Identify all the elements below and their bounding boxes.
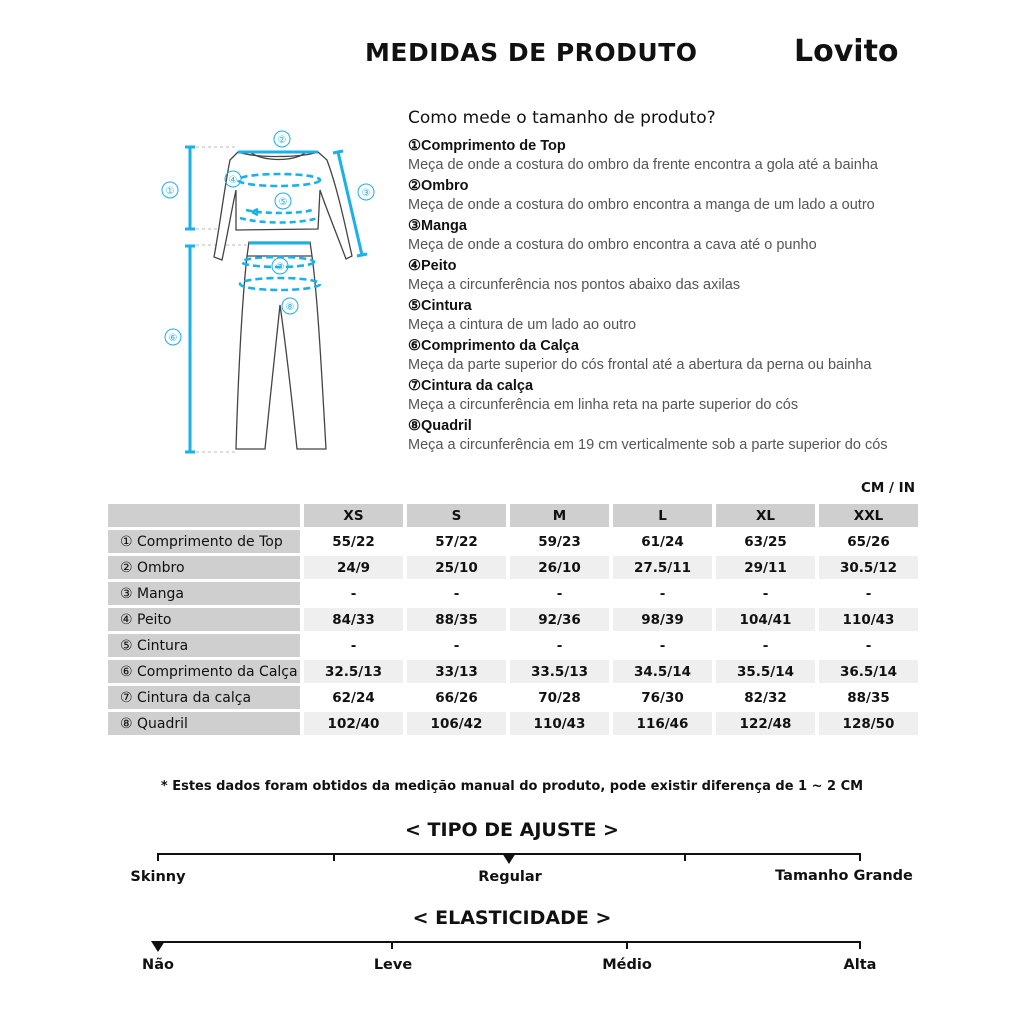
instruction-label: ⑦Cintura da calça	[408, 378, 534, 394]
fit-tick	[684, 853, 686, 861]
table-cell: 66/26	[407, 686, 506, 709]
row-label: ⑥ Comprimento da Calça	[108, 660, 300, 683]
elasticity-tick	[391, 941, 393, 949]
table-cell: 110/43	[819, 608, 918, 631]
table-cell: 104/41	[716, 608, 815, 631]
elasticity-label-nao: Não	[142, 957, 174, 973]
size-header: L	[613, 504, 712, 527]
brand-logo: Lovito	[794, 34, 899, 69]
table-cell: 98/39	[613, 608, 712, 631]
table-corner	[108, 504, 300, 527]
table-cell: -	[407, 582, 506, 605]
instruction-label: ②Ombro	[408, 178, 469, 194]
howto-question: Como mede o tamanho de produto?	[408, 108, 716, 128]
row-label: ⑧ Quadril	[108, 712, 300, 735]
table-cell: -	[716, 582, 815, 605]
table-row	[108, 686, 918, 709]
marker-1: ①	[165, 186, 175, 197]
table-cell: 61/24	[613, 530, 712, 553]
size-header: M	[510, 504, 609, 527]
elasticity-selected-marker	[151, 941, 165, 952]
size-header: XS	[304, 504, 403, 527]
table-cell: 128/50	[819, 712, 918, 735]
marker-3: ③	[361, 188, 371, 199]
row-label: ④ Peito	[108, 608, 300, 631]
table-cell: -	[819, 634, 918, 657]
table-cell: 25/10	[407, 556, 506, 579]
table-cell: -	[510, 634, 609, 657]
row-label: ① Comprimento de Top	[108, 530, 300, 553]
instruction-label: ⑥Comprimento da Calça	[408, 338, 579, 354]
table-cell: 27.5/11	[613, 556, 712, 579]
instruction-desc: Meça a circunferência em 19 cm verticalmente sob a parte superior do cós	[408, 437, 888, 453]
table-row	[108, 582, 918, 605]
table-cell: 110/43	[510, 712, 609, 735]
table-cell: -	[613, 582, 712, 605]
instruction-desc: Meça a circunferência nos pontos abaixo das axilas	[408, 277, 741, 293]
measurement-instructions	[408, 138, 1008, 458]
fit-selected-marker	[502, 853, 516, 864]
instruction-label: ⑧Quadril	[408, 418, 472, 434]
row-label: ③ Manga	[108, 582, 300, 605]
table-cell: 82/32	[716, 686, 815, 709]
table-cell: -	[304, 582, 403, 605]
marker-7: ⑦	[275, 262, 285, 273]
table-cell: 122/48	[716, 712, 815, 735]
garment-diagram	[150, 120, 390, 465]
marker-6: ⑥	[168, 333, 178, 344]
marker-5: ⑤	[278, 197, 288, 208]
table-row	[108, 556, 918, 579]
instruction-desc: Meça de onde a costura do ombro da frente encontra a gola até a bainha	[408, 157, 878, 173]
size-header: S	[407, 504, 506, 527]
table-cell: 30.5/12	[819, 556, 918, 579]
table-cell: 33/13	[407, 660, 506, 683]
measurement-note: * Estes dados foram obtidos da medição manual do produto, pode existir diferença de 1 ~ 2 CM	[160, 779, 864, 794]
elasticity-tick	[626, 941, 628, 949]
table-row	[108, 530, 918, 553]
instruction-label: ③Manga	[408, 218, 467, 234]
table-cell: 57/22	[407, 530, 506, 553]
size-table	[104, 501, 922, 738]
table-cell: -	[510, 582, 609, 605]
unit-label: CM / IN	[861, 480, 915, 496]
marker-4: ④	[228, 175, 238, 186]
fit-label-large: Tamanho Grande	[775, 868, 913, 884]
instruction-desc: Meça da parte superior do cós frontal até a abertura da perna ou bainha	[408, 357, 872, 373]
table-cell: 65/26	[819, 530, 918, 553]
elasticity-label-alta: Alta	[843, 957, 877, 973]
elasticity-label-leve: Leve	[373, 957, 413, 973]
table-header-row	[108, 504, 918, 527]
size-header: XL	[716, 504, 815, 527]
fit-tick	[333, 853, 335, 861]
table-cell: 36.5/14	[819, 660, 918, 683]
table-cell: 35.5/14	[716, 660, 815, 683]
instruction-label: ④Peito	[408, 258, 457, 274]
elasticity-tick	[859, 941, 861, 949]
table-row	[108, 660, 918, 683]
table-row	[108, 608, 918, 631]
table-cell: 24/9	[304, 556, 403, 579]
instruction-label: ⑤Cintura	[408, 298, 472, 314]
instruction-desc: Meça de onde a costura do ombro encontra a cava até o punho	[408, 237, 817, 253]
table-cell: -	[819, 582, 918, 605]
instruction-label: ①Comprimento de Top	[408, 138, 566, 154]
table-cell: 70/28	[510, 686, 609, 709]
fit-label-skinny: Skinny	[130, 869, 186, 885]
row-label: ⑤ Cintura	[108, 634, 300, 657]
fit-label-regular: Regular	[478, 869, 542, 885]
table-cell: 116/46	[613, 712, 712, 735]
marker-8: ⑧	[285, 302, 295, 313]
table-cell: 33.5/13	[510, 660, 609, 683]
table-cell: 106/42	[407, 712, 506, 735]
fit-tick	[157, 853, 159, 861]
table-cell: 59/23	[510, 530, 609, 553]
table-cell: 102/40	[304, 712, 403, 735]
elasticity-scale-line	[158, 941, 861, 943]
table-cell: 88/35	[407, 608, 506, 631]
fit-title: < TIPO DE AJUSTE >	[405, 819, 619, 841]
instruction-desc: Meça a cintura de um lado ao outro	[408, 317, 637, 333]
table-cell: -	[407, 634, 506, 657]
row-label: ② Ombro	[108, 556, 300, 579]
table-row	[108, 712, 918, 735]
table-cell: 32.5/13	[304, 660, 403, 683]
table-cell: -	[716, 634, 815, 657]
table-cell: 55/22	[304, 530, 403, 553]
table-cell: 92/36	[510, 608, 609, 631]
fit-tick	[859, 853, 861, 861]
elasticity-label-medio: Médio	[602, 957, 652, 973]
instruction-desc: Meça de onde a costura do ombro encontra a manga de um lado a outro	[408, 197, 875, 213]
size-table-body	[108, 530, 918, 735]
table-cell: -	[613, 634, 712, 657]
table-cell: 63/25	[716, 530, 815, 553]
table-cell: 62/24	[304, 686, 403, 709]
marker-2: ②	[277, 135, 287, 146]
table-cell: 29/11	[716, 556, 815, 579]
table-row	[108, 634, 918, 657]
page-title: MEDIDAS DE PRODUTO	[365, 38, 698, 67]
table-cell: 84/33	[304, 608, 403, 631]
table-cell: 34.5/14	[613, 660, 712, 683]
table-cell: -	[304, 634, 403, 657]
instruction-desc: Meça a circunferência em linha reta na parte superior do cós	[408, 397, 799, 413]
table-cell: 88/35	[819, 686, 918, 709]
elasticity-title: < ELASTICIDADE >	[412, 907, 612, 929]
row-label: ⑦ Cintura da calça	[108, 686, 300, 709]
table-cell: 26/10	[510, 556, 609, 579]
table-cell: 76/30	[613, 686, 712, 709]
size-header: XXL	[819, 504, 918, 527]
